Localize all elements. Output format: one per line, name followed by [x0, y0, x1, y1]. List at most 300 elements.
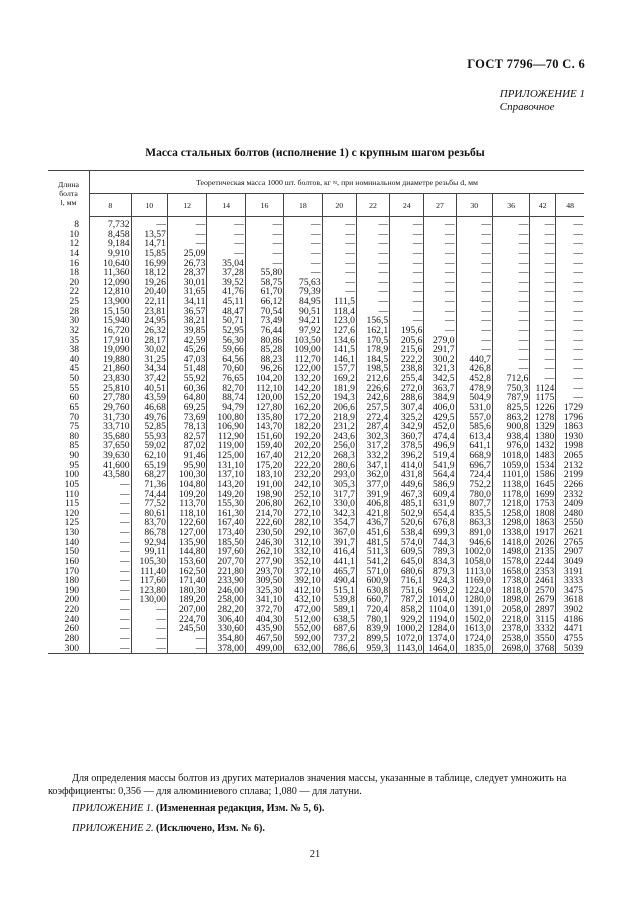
mass-cell: 321,3	[424, 364, 456, 374]
mass-cell: 61,70	[245, 287, 283, 297]
length-cell: 60	[69, 393, 80, 403]
mass-cell: 122,00	[284, 364, 322, 374]
mass-cell: 52,95	[207, 326, 245, 336]
bolt-mass-table	[48, 170, 584, 654]
mass-cell: 232,20	[284, 470, 322, 480]
length-cell: 140	[64, 537, 80, 548]
mass-cell: 80,86	[245, 336, 283, 346]
mass-cell: 13,57	[131, 230, 167, 240]
mass-cell: 256,0	[322, 441, 356, 451]
mass-cell: 16,99	[131, 259, 167, 269]
mass-cell: 49,76	[131, 413, 167, 423]
mass-cell: 1835,0	[456, 644, 492, 654]
note-paragraph: Для определения массы болтов из других материалов значения массы, указанные в таблице, следует умножить на коэффициенты: 0,356 — для алюминиевого сплава; 1,080 — для латуни.	[48, 773, 567, 797]
mass-cell: 564,4	[424, 470, 456, 480]
mass-cell: 185,50	[207, 538, 245, 548]
mass-cell: 120,00	[245, 393, 283, 403]
mass-cell: —	[492, 336, 529, 346]
mass-cell: 68,27	[131, 470, 167, 480]
mass-cell: 242,6	[356, 393, 389, 403]
mass-cell: —	[424, 230, 456, 240]
mass-cell: 14,71	[131, 239, 167, 249]
mass-cell: 1018,0	[492, 451, 529, 461]
mass-cell: 1699	[530, 490, 556, 500]
mass-cell: 70,60	[207, 364, 245, 374]
mass-cell: 222,20	[284, 461, 322, 471]
mass-cell: 246,00	[207, 586, 245, 596]
mass-cell: —	[492, 278, 529, 288]
mass-cell: 180,30	[167, 586, 206, 596]
table-row	[48, 461, 584, 471]
mass-cell: 504,9	[456, 393, 492, 403]
length-cell: 8	[74, 218, 80, 230]
mass-cell: 197,60	[207, 547, 245, 557]
mass-cell: 478,9	[456, 384, 492, 394]
length-cell: 10	[69, 229, 80, 240]
mass-cell: —	[322, 278, 356, 288]
mass-cell: 245,50	[167, 624, 206, 634]
mass-cell: 3191	[556, 567, 584, 577]
mass-cell: 39,52	[207, 278, 245, 288]
mass-cell: 3332	[530, 624, 556, 634]
mass-cell: 175,20	[245, 461, 283, 471]
mass-cell: —	[530, 268, 556, 278]
mass-cell: 74,44	[131, 490, 167, 500]
mass-cell: 1578,0	[492, 557, 529, 567]
mass-cell: —	[530, 230, 556, 240]
mass-cell: 86,78	[131, 528, 167, 538]
mass-cell: 279,0	[424, 336, 456, 346]
mass-cell: 3550	[530, 634, 556, 644]
mass-cell: 1613,0	[456, 624, 492, 634]
mass-cell: 214,70	[245, 509, 283, 519]
mass-cell: —	[424, 287, 456, 297]
mass-cell: 82,57	[167, 432, 206, 442]
table-row	[48, 259, 584, 269]
mass-cell: 19,880	[90, 355, 132, 365]
diameter-header: 10	[131, 194, 167, 217]
mass-cell: 39,85	[167, 326, 206, 336]
mass-cell: —	[284, 268, 322, 278]
mass-cell: —	[90, 499, 132, 509]
mass-cell: 12,810	[90, 287, 132, 297]
length-cell: 65	[69, 402, 80, 413]
mass-cell: —	[492, 268, 529, 278]
mass-cell: 680,6	[390, 567, 424, 577]
length-cell: 75	[69, 422, 80, 432]
mass-cell: —	[456, 259, 492, 269]
mass-cell: 35,680	[90, 432, 132, 442]
mass-cell: —	[530, 217, 556, 230]
mass-cell: —	[90, 595, 132, 605]
mass-cell: 432,10	[284, 595, 322, 605]
length-cell: 80	[69, 431, 80, 442]
mass-cell: —	[556, 345, 584, 355]
mass-cell: —	[556, 249, 584, 259]
mass-cell: 123,0	[322, 316, 356, 326]
mass-cell: —	[90, 490, 132, 500]
mass-cell: 412,10	[284, 586, 322, 596]
table-row	[48, 393, 584, 403]
mass-cell: 414,0	[390, 461, 424, 471]
mass-cell: 1863	[556, 422, 584, 432]
mass-cell: 141,5	[322, 345, 356, 355]
mass-cell: 1124	[530, 384, 556, 394]
mass-cell: 23,81	[131, 307, 167, 317]
mass-cell: 8,458	[90, 230, 132, 240]
mass-cell: 1374,0	[424, 634, 456, 644]
mass-cell: 752,2	[456, 480, 492, 490]
table-row	[48, 557, 584, 567]
table-row	[48, 422, 584, 432]
mass-cell: 496,9	[424, 441, 456, 451]
length-cell: 170	[64, 566, 80, 577]
mass-cell: 84,95	[284, 297, 322, 307]
table-row	[48, 624, 584, 634]
mass-cell: 60,36	[167, 384, 206, 394]
mass-cell: 293,70	[245, 567, 283, 577]
mass-cell: 47,03	[167, 355, 206, 365]
mass-cell: —	[90, 480, 132, 490]
mass-cell: 127,00	[167, 528, 206, 538]
mass-cell: 1101,0	[492, 470, 529, 480]
mass-cell: 191,00	[245, 480, 283, 490]
mass-cell: —	[322, 249, 356, 259]
mass-cell: 1796	[556, 413, 584, 423]
mass-cell: —	[456, 249, 492, 259]
mass-cell: 43,59	[131, 393, 167, 403]
mass-cell: 1226	[530, 403, 556, 413]
mass-cell: 631,9	[424, 499, 456, 509]
mass-cell: 1818,0	[492, 586, 529, 596]
mass-cell: —	[556, 364, 584, 374]
mass-cell: 317,7	[322, 490, 356, 500]
length-cell: 45	[69, 364, 80, 374]
mass-cell: —	[492, 364, 529, 374]
mass-cell: 94,21	[284, 316, 322, 326]
mass-cell: 2135	[530, 547, 556, 557]
mass-cell: —	[530, 239, 556, 249]
mass-cell: 3768	[530, 644, 556, 654]
mass-cell: —	[284, 230, 322, 240]
mass-cell: 1729	[556, 403, 584, 413]
mass-cell: 13,900	[90, 297, 132, 307]
mass-cell: 3115	[530, 615, 556, 625]
mass-cell: 218,9	[322, 413, 356, 423]
mass-cell: 539,8	[322, 595, 356, 605]
table-row	[48, 364, 584, 374]
mass-cell: 520,6	[390, 518, 424, 528]
length-cell: 40	[69, 354, 80, 365]
length-cell: 18	[69, 268, 80, 278]
mass-cell: —	[492, 316, 529, 326]
mass-cell: 835,5	[456, 509, 492, 519]
mass-cell: 31,65	[167, 287, 206, 297]
mass-cell: —	[90, 586, 132, 596]
mass-cell: —	[284, 249, 322, 259]
mass-cell: 169,2	[322, 374, 356, 384]
mass-cell: —	[556, 307, 584, 317]
mass-cell: 1502,0	[456, 615, 492, 625]
mass-cell: 198,90	[245, 490, 283, 500]
mass-cell: —	[390, 249, 424, 259]
mass-cell: 330,0	[322, 499, 356, 509]
mass-cell: —	[131, 644, 167, 654]
mass-cell: 786,6	[322, 644, 356, 654]
mass-cell: 472,00	[284, 605, 322, 615]
mass-cell: 206,80	[245, 499, 283, 509]
mass-cell: —	[390, 278, 424, 288]
mass-cell: —	[424, 307, 456, 317]
length-cell: 50	[69, 374, 80, 384]
mass-cell: 159,40	[245, 441, 283, 451]
mass-cell: 1808	[530, 509, 556, 519]
mass-cell: —	[356, 278, 389, 288]
length-cell: 115	[64, 499, 80, 509]
mass-cell: 194,3	[322, 393, 356, 403]
mass-cell: 2058,0	[492, 605, 529, 615]
mass-cell: 2378,0	[492, 624, 529, 634]
mass-cell: 242,10	[284, 480, 322, 490]
mass-cell: 172,20	[284, 413, 322, 423]
table-row	[48, 403, 584, 413]
mass-cell: 924,3	[424, 576, 456, 586]
mass-cell: —	[424, 268, 456, 278]
length-cell: 150	[64, 547, 80, 557]
mass-cell: —	[456, 217, 492, 230]
mass-cell: 630,8	[356, 586, 389, 596]
mass-cell: 467,50	[245, 634, 283, 644]
mass-cell: 2065	[556, 451, 584, 461]
mass-cell: 1998	[556, 441, 584, 451]
mass-cell: 1498,0	[492, 547, 529, 557]
mass-cell: 1738,0	[492, 576, 529, 586]
mass-cell: —	[492, 239, 529, 249]
mass-cell: 511,3	[356, 547, 389, 557]
mass-cell: —	[207, 217, 245, 230]
length-column-header: Длина болта l, мм	[48, 171, 90, 217]
mass-cell: —	[131, 605, 167, 615]
mass-cell: 65,19	[131, 461, 167, 471]
mass-cell: 3618	[556, 595, 584, 605]
mass-cell: 1418,0	[492, 538, 529, 548]
mass-cell: 2480	[556, 509, 584, 519]
mass-cell: 156,5	[356, 316, 389, 326]
mass-cell: —	[556, 326, 584, 336]
mass-cell: 325,2	[390, 413, 424, 423]
table-row	[48, 307, 584, 317]
mass-cell: 2897	[530, 605, 556, 615]
mass-cell: 309,50	[245, 576, 283, 586]
mass-cell: —	[90, 624, 132, 634]
mass-cell: 938,4	[492, 432, 529, 442]
mass-cell: —	[390, 268, 424, 278]
mass-cell: 946,6	[456, 538, 492, 548]
mass-cell: —	[167, 644, 206, 654]
mass-cell: 125,00	[207, 451, 245, 461]
table-row	[48, 432, 584, 442]
mass-cell: 372,10	[284, 567, 322, 577]
mass-cell: —	[90, 644, 132, 654]
table-row	[48, 268, 584, 278]
table-row	[48, 287, 584, 297]
mass-cell: 113,70	[167, 499, 206, 509]
mass-cell: 1298,0	[492, 518, 529, 528]
mass-cell: —	[284, 259, 322, 269]
mass-cell: —	[456, 278, 492, 288]
mass-cell: 2550	[556, 518, 584, 528]
mass-cell: —	[245, 230, 283, 240]
mass-cell: 1278	[530, 413, 556, 423]
mass-cell: 2461	[530, 576, 556, 586]
mass-cell: 1338,0	[492, 528, 529, 538]
mass-cell: 173,40	[207, 528, 245, 538]
mass-cell: —	[424, 278, 456, 288]
mass-cell: —	[356, 239, 389, 249]
mass-cell: —	[556, 355, 584, 365]
mass-cell: 137,10	[207, 470, 245, 480]
length-cell: 70	[69, 412, 80, 423]
mass-cell: 231,2	[322, 422, 356, 432]
mass-cell: 181,9	[322, 384, 356, 394]
mass-cell: 212,20	[284, 451, 322, 461]
diameter-header: 30	[456, 194, 492, 217]
mass-cell: 20,40	[131, 287, 167, 297]
mass-cell: 332,2	[356, 451, 389, 461]
mass-cell: 192,20	[284, 432, 322, 442]
mass-cell: 28,37	[167, 268, 206, 278]
mass-cell: 744,3	[424, 538, 456, 548]
mass-cell: 2132	[556, 461, 584, 471]
mass-cell: 676,8	[424, 518, 456, 528]
mass-cell: 143,70	[245, 422, 283, 432]
mass-cell: 825,5	[492, 403, 529, 413]
mass-cell: 305,3	[322, 480, 356, 490]
mass-cell: —	[530, 259, 556, 269]
mass-cell: 268,3	[322, 451, 356, 461]
mass-cell: 1059,0	[492, 461, 529, 471]
mass-cell: 134,6	[322, 336, 356, 346]
mass-cell: 149,20	[207, 490, 245, 500]
mass-cell: 33,710	[90, 422, 132, 432]
mass-cell: 342,9	[390, 422, 424, 432]
mass-cell: 222,2	[390, 355, 424, 365]
mass-cell: 293,0	[322, 470, 356, 480]
mass-cell: 354,80	[207, 634, 245, 644]
mass-cell: 1258,0	[492, 509, 529, 519]
mass-cell: 609,5	[390, 547, 424, 557]
mass-cell: 37,28	[207, 268, 245, 278]
mass-cell: 21,860	[90, 364, 132, 374]
mass-cell: 73,49	[245, 316, 283, 326]
length-cell: 25	[69, 297, 80, 307]
mass-cell: 252,10	[284, 490, 322, 500]
mass-cell: 142,20	[284, 384, 322, 394]
mass-cell: —	[556, 374, 584, 384]
length-cell: 14	[69, 248, 80, 259]
mass-cell: 135,80	[245, 413, 283, 423]
mass-cell: 929,2	[390, 615, 424, 625]
table-row	[48, 297, 584, 307]
mass-cell: 103,50	[284, 336, 322, 346]
mass-cell: 363,7	[424, 384, 456, 394]
mass-cell: 354,7	[322, 518, 356, 528]
mass-cell: —	[390, 217, 424, 230]
mass-cell: 277,90	[245, 557, 283, 567]
diameter-header: 18	[284, 194, 322, 217]
length-cell: 300	[48, 644, 90, 654]
mass-cell: 696,7	[456, 461, 492, 471]
mass-cell: 42,59	[167, 336, 206, 346]
mass-cell: 83,70	[131, 518, 167, 528]
mass-cell: —	[245, 239, 283, 249]
mass-cell: 258,00	[207, 595, 245, 605]
mass-cell: —	[390, 259, 424, 269]
mass-cell: 146,1	[322, 355, 356, 365]
mass-cell: —	[456, 326, 492, 336]
mass-cell: 441,1	[322, 557, 356, 567]
mass-cell: 1586	[530, 470, 556, 480]
table-row	[48, 576, 584, 586]
mass-cell: 449,6	[390, 480, 424, 490]
length-cell: 160	[64, 556, 80, 567]
mass-cell: 15,150	[90, 307, 132, 317]
mass-span-header: Теоретическая масса 1000 шт. болтов, кг ≈, при номинальном диаметре резьбы d, мм	[90, 171, 584, 194]
mass-cell: 10,640	[90, 259, 132, 269]
mass-cell: —	[90, 538, 132, 548]
mass-cell: —	[556, 393, 584, 403]
mass-cell: 221,80	[207, 567, 245, 577]
mass-cell: 585,6	[456, 422, 492, 432]
mass-cell: 272,10	[284, 509, 322, 519]
mass-cell: 485,1	[390, 499, 424, 509]
mass-cell: 18,12	[131, 268, 167, 278]
mass-cell: 112,90	[207, 432, 245, 442]
mass-cell: 205,6	[390, 336, 424, 346]
mass-cell: 34,34	[131, 364, 167, 374]
mass-cell: 377,0	[356, 480, 389, 490]
mass-cell: 668,9	[456, 451, 492, 461]
mass-cell: 4186	[556, 615, 584, 625]
mass-cell: 272,4	[356, 413, 389, 423]
mass-cell: 195,6	[390, 326, 424, 336]
mass-cell: 1464,0	[424, 644, 456, 654]
mass-cell: —	[456, 230, 492, 240]
mass-cell: 9,910	[90, 249, 132, 259]
mass-cell: 342,3	[322, 509, 356, 519]
mass-cell: 1380	[530, 432, 556, 442]
mass-cell: 332,10	[284, 547, 322, 557]
mass-cell: —	[322, 268, 356, 278]
appendix-type: Справочное	[499, 101, 555, 113]
mass-cell: —	[530, 326, 556, 336]
mass-cell: 1483	[530, 451, 556, 461]
mass-cell: 77,52	[131, 499, 167, 509]
table-row	[48, 413, 584, 423]
table-row	[48, 528, 584, 538]
diameter-header: 22	[356, 194, 389, 217]
mass-cell: 40,51	[131, 384, 167, 394]
mass-cell: —	[90, 615, 132, 625]
length-cell: 16	[69, 258, 80, 269]
mass-cell: —	[322, 239, 356, 249]
mass-cell: 207,70	[207, 557, 245, 567]
length-cell: 110	[64, 489, 80, 500]
mass-cell: 112,10	[245, 384, 283, 394]
mass-cell: 105,30	[131, 557, 167, 567]
appendix-label: ПРИЛОЖЕНИЕ 1	[499, 88, 585, 100]
mass-cell: 85,28	[245, 345, 283, 355]
